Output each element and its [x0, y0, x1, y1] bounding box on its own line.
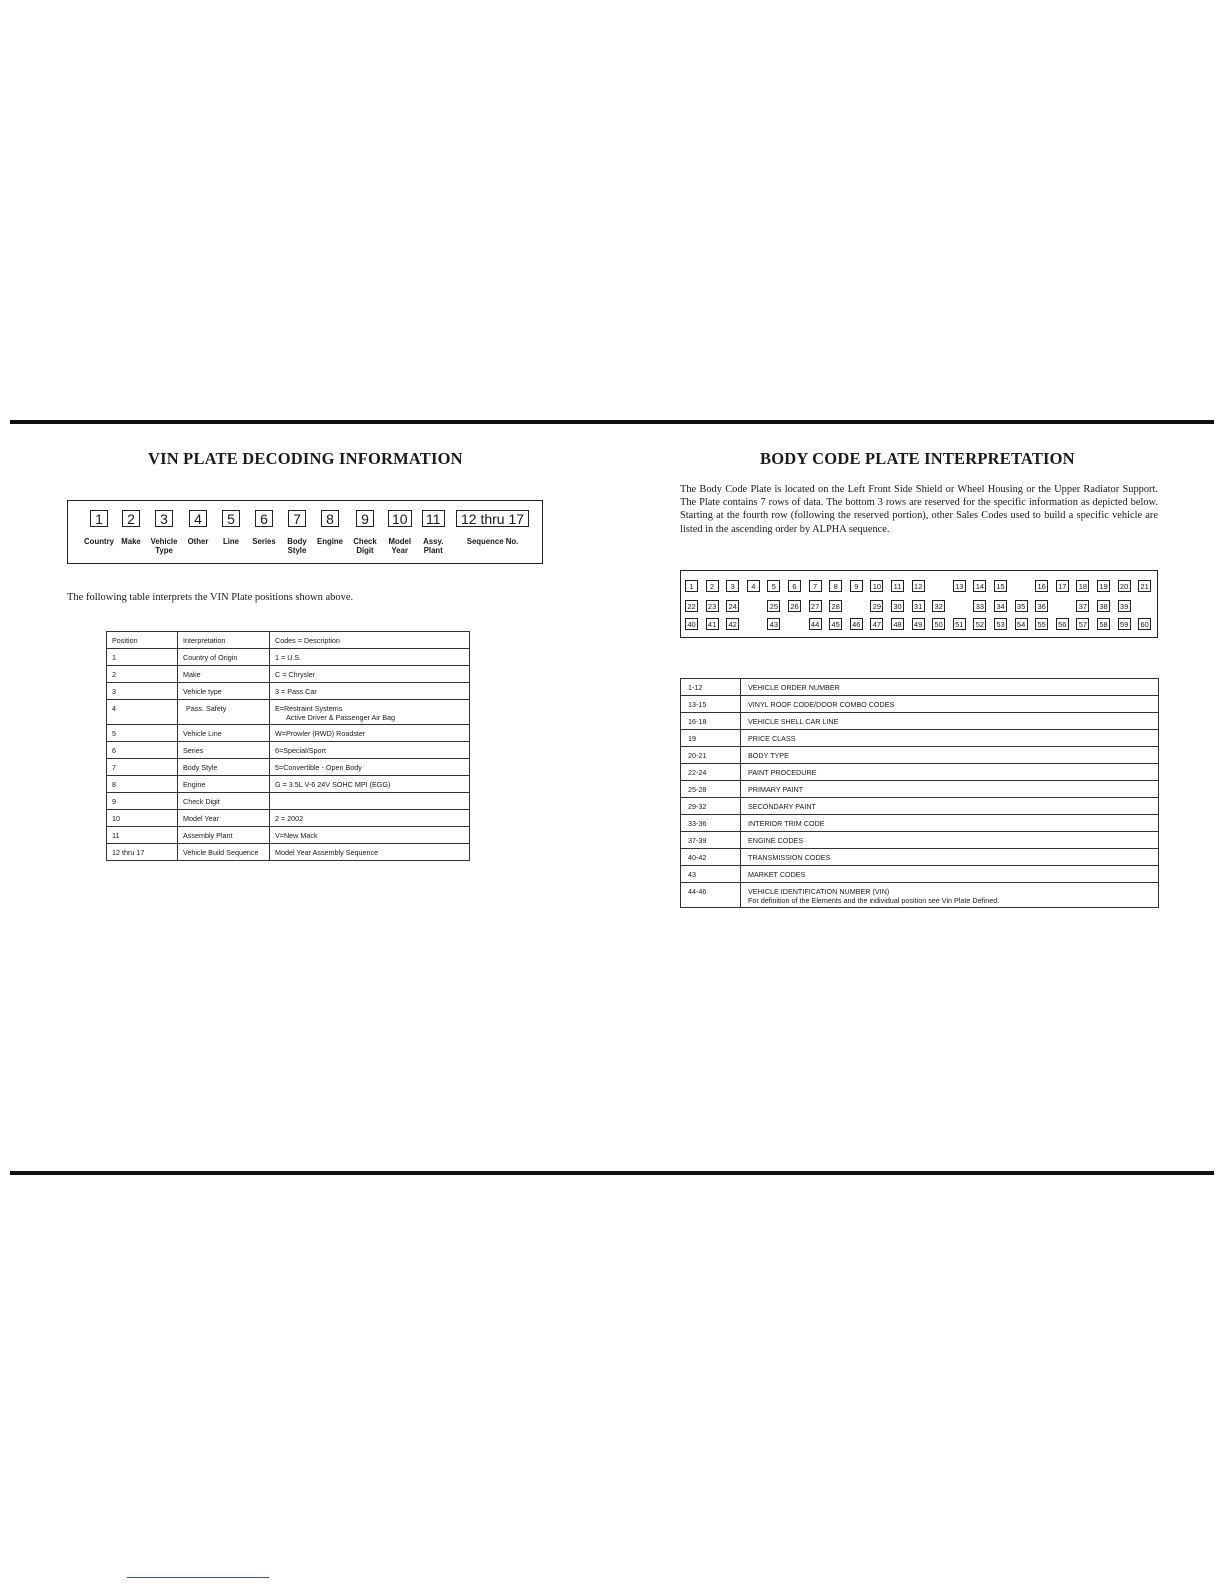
vin-position-code: 5: [222, 510, 240, 527]
vin-position-code: 1: [90, 510, 108, 527]
vin-position-code: 11: [422, 510, 445, 527]
vin-position-label: Series: [252, 537, 276, 546]
body-code-position: 53: [994, 618, 1007, 630]
table-header-cell: Interpretation: [178, 632, 270, 649]
body-code-position: 38: [1097, 600, 1110, 612]
vin-position-code: 3: [155, 510, 173, 527]
body-code-position: 60: [1138, 618, 1151, 630]
interpretation-cell: Pass. Safety: [178, 700, 270, 725]
range-cell: 43: [681, 866, 741, 883]
table-row: [681, 747, 1159, 764]
table-row: [681, 781, 1159, 798]
range-cell: 13-15: [681, 696, 741, 713]
body-code-table: [680, 678, 1159, 908]
position-cell: 4: [107, 700, 178, 725]
vin-position-code: 6: [255, 510, 273, 527]
body-code-position: 56: [1056, 618, 1069, 630]
range-cell: 40-42: [681, 849, 741, 866]
body-code-position: 49: [912, 618, 925, 630]
interpretation-cell: Make: [178, 666, 270, 683]
body-code-position: 15: [994, 580, 1007, 592]
interpretation-cell: Vehicle Line: [178, 725, 270, 742]
position-cell: 8: [107, 776, 178, 793]
body-code-position: 39: [1118, 600, 1131, 612]
description-cell: VINYL ROOF CODE/DOOR COMBO CODES: [741, 696, 1159, 713]
position-cell: 9: [107, 793, 178, 810]
interpretation-cell: Series: [178, 742, 270, 759]
body-code-position: 3: [726, 580, 739, 592]
description-line: E=Restraint Systems: [275, 704, 343, 713]
table-row: [107, 844, 470, 861]
footer-underline: [127, 1577, 269, 1578]
body-code-position: 29: [870, 600, 883, 612]
range-cell: 33-36: [681, 815, 741, 832]
body-code-position: 25: [767, 600, 780, 612]
body-code-position: 21: [1138, 580, 1151, 592]
vin-position-label: Assy. Plant: [423, 537, 444, 555]
table-row: [107, 742, 470, 759]
vin-position-code: 9: [356, 510, 374, 527]
table-row: [681, 815, 1159, 832]
vin-position-code: 2: [122, 510, 140, 527]
range-cell: 29-32: [681, 798, 741, 815]
body-code-position: 19: [1097, 580, 1110, 592]
range-cell: 20-21: [681, 747, 741, 764]
position-cell: 2: [107, 666, 178, 683]
vin-section-title: VIN PLATE DECODING INFORMATION: [148, 449, 463, 468]
description-cell: Model Year Assembly Sequence: [270, 844, 470, 861]
body-section-title: BODY CODE PLATE INTERPRETATION: [760, 449, 1075, 468]
description-cell: V=New Mack: [270, 827, 470, 844]
table-header-cell: Position: [107, 632, 178, 649]
body-code-position: 22: [685, 600, 698, 612]
description-cell: [270, 793, 470, 810]
body-code-position: 57: [1076, 618, 1089, 630]
body-code-position: 6: [788, 580, 801, 592]
description-cell: TRANSMISSION CODES: [741, 849, 1159, 866]
vin-position-code: 4: [189, 510, 207, 527]
body-code-position: 13: [953, 580, 966, 592]
description-cell: G = 3.5L V-6 24V SOHC MPI (EGG): [270, 776, 470, 793]
vin-position: [150, 510, 178, 555]
description-cell: MARKET CODES: [741, 866, 1159, 883]
vin-position-label: Body Style: [287, 537, 307, 555]
range-cell: 37-39: [681, 832, 741, 849]
table-row: [681, 713, 1159, 730]
body-code-position: 40: [685, 618, 698, 630]
table-row: [681, 679, 1159, 696]
position-cell: 10: [107, 810, 178, 827]
interpretation-cell: Vehicle type: [178, 683, 270, 700]
body-code-position: 41: [706, 618, 719, 630]
table-row: [107, 666, 470, 683]
table-row: [107, 683, 470, 700]
vin-position: [422, 510, 445, 555]
body-code-position: 47: [870, 618, 883, 630]
body-code-position: 12: [912, 580, 925, 592]
vin-position-label: Model Year: [388, 537, 412, 555]
description-cell: 5=Convertible - Open Body: [270, 759, 470, 776]
description-cell: VEHICLE SHELL CAR LINE: [741, 713, 1159, 730]
body-code-position: 7: [809, 580, 822, 592]
vin-position: [222, 510, 240, 546]
description-cell: INTERIOR TRIM CODE: [741, 815, 1159, 832]
description-cell: ENGINE CODES: [741, 832, 1159, 849]
body-code-position: 51: [953, 618, 966, 630]
description-cell: 3 = Pass Car: [270, 683, 470, 700]
interpretation-cell: Vehicle Build Sequence: [178, 844, 270, 861]
table-header-cell: Codes = Description: [270, 632, 470, 649]
vin-position: [287, 510, 307, 555]
table-row: [681, 764, 1159, 781]
body-plate-description: The Body Code Plate is located on the Left Front Side Shield or Wheel Housing or the Upper Radiator Support. The Plate contains 7 rows of data. The bottom 3 rows are reserved for the specific information as depicted below. Starting at the fourth row (following the reserved portion), other Sales Codes used to build a specific vehicle are listed in the ascending order by ALPHA sequence.: [680, 484, 1158, 535]
vin-position: [84, 510, 114, 546]
vin-position-label: Other: [187, 537, 209, 546]
vin-position-label: Sequence No.: [466, 537, 519, 546]
range-cell: 16-18: [681, 713, 741, 730]
description-cell: [270, 700, 470, 725]
table-row: [681, 798, 1159, 815]
description-line: For definition of the Elements and the individual position see Vin Plate Defined.: [748, 896, 1000, 905]
vin-position: [252, 510, 276, 546]
body-code-position: 11: [891, 580, 904, 592]
position-cell: 1: [107, 649, 178, 666]
description-cell: 1 = U.S.: [270, 649, 470, 666]
body-code-position: 44: [809, 618, 822, 630]
body-code-position: 14: [973, 580, 986, 592]
body-code-position: 1: [685, 580, 698, 592]
body-code-position: 45: [829, 618, 842, 630]
table-header-row: [107, 632, 470, 649]
body-code-position: 50: [932, 618, 945, 630]
position-cell: 6: [107, 742, 178, 759]
body-code-position: 20: [1118, 580, 1131, 592]
description-cell: W=Prowler (RWD) Roadster: [270, 725, 470, 742]
vin-position: [388, 510, 412, 555]
range-cell: 25-28: [681, 781, 741, 798]
interpretation-cell: Country of Origin: [178, 649, 270, 666]
table-row: [107, 759, 470, 776]
vin-interpretation-table: [106, 631, 470, 861]
position-cell: 3: [107, 683, 178, 700]
table-row: [681, 849, 1159, 866]
vin-position-label: Engine: [317, 537, 343, 546]
description-line: VEHICLE IDENTIFICATION NUMBER (VIN): [748, 887, 890, 896]
body-code-position: 28: [829, 600, 842, 612]
vin-position-label: Make: [121, 537, 141, 546]
table-row: [681, 730, 1159, 747]
position-cell: 7: [107, 759, 178, 776]
body-code-position: 5: [767, 580, 780, 592]
range-cell: 1-12: [681, 679, 741, 696]
vin-table-intro: The following table interprets the VIN Plate positions shown above.: [67, 592, 354, 603]
vin-position-label: Country: [84, 537, 114, 546]
description-cell: BODY TYPE: [741, 747, 1159, 764]
vin-position-code: 7: [288, 510, 306, 527]
interpretation-cell: Model Year: [178, 810, 270, 827]
position-cell: 11: [107, 827, 178, 844]
body-code-position: 2: [706, 580, 719, 592]
body-code-position: 34: [994, 600, 1007, 612]
bottom-divider: [10, 1171, 1214, 1175]
interpretation-cell: Assembly Plant: [178, 827, 270, 844]
table-row: [681, 866, 1159, 883]
description-cell: PRICE CLASS: [741, 730, 1159, 747]
table-row: [681, 883, 1159, 908]
body-code-position: 23: [706, 600, 719, 612]
body-code-position: 59: [1118, 618, 1131, 630]
description-cell: 2 = 2002: [270, 810, 470, 827]
body-code-position: 52: [973, 618, 986, 630]
body-code-plate-diagram: [680, 570, 1158, 638]
body-code-position: 42: [726, 618, 739, 630]
table-row: [681, 832, 1159, 849]
vin-position-label: Check Digit: [353, 537, 377, 555]
body-code-position: 16: [1035, 580, 1048, 592]
body-code-position: 37: [1076, 600, 1089, 612]
position-cell: 5: [107, 725, 178, 742]
table-row: [107, 776, 470, 793]
table-row: [107, 649, 470, 666]
body-code-position: 58: [1097, 618, 1110, 630]
table-row: [107, 827, 470, 844]
interpretation-cell: Body Style: [178, 759, 270, 776]
body-code-position: 9: [850, 580, 863, 592]
position-cell: 12 thru 17: [107, 844, 178, 861]
interpretation-cell: Check Digit: [178, 793, 270, 810]
body-code-position: 31: [912, 600, 925, 612]
description-cell: SECONDARY PAINT: [741, 798, 1159, 815]
vin-position-label: Line: [222, 537, 240, 546]
description-cell: [741, 883, 1159, 908]
body-code-position: 36: [1035, 600, 1048, 612]
vin-position-code: 8: [321, 510, 339, 527]
range-cell: 22-24: [681, 764, 741, 781]
body-code-position: 33: [973, 600, 986, 612]
top-divider: [10, 420, 1214, 424]
description-cell: VEHICLE ORDER NUMBER: [741, 679, 1159, 696]
body-code-position: 24: [726, 600, 739, 612]
vin-position: [317, 510, 343, 546]
body-code-position: 27: [809, 600, 822, 612]
body-code-position: 30: [891, 600, 904, 612]
body-code-position: 43: [767, 618, 780, 630]
table-row: [107, 793, 470, 810]
table-row: [107, 810, 470, 827]
body-code-position: 54: [1015, 618, 1028, 630]
vin-position-label: Vehicle Type: [150, 537, 178, 555]
body-code-position: 35: [1015, 600, 1028, 612]
vin-plate-diagram: [67, 500, 543, 564]
description-cell: 6=Special/Sport: [270, 742, 470, 759]
body-code-position: 32: [932, 600, 945, 612]
range-cell: 44-46: [681, 883, 741, 908]
vin-position: [121, 510, 141, 546]
body-code-position: 48: [891, 618, 904, 630]
body-code-position: 8: [829, 580, 842, 592]
body-code-position: 4: [747, 580, 760, 592]
table-row: [681, 696, 1159, 713]
vin-position-code: 10: [388, 510, 412, 527]
interpretation-cell: Engine: [178, 776, 270, 793]
description-line: Active Driver & Passenger Air Bag: [286, 713, 396, 722]
vin-position: [353, 510, 377, 555]
body-code-position: 55: [1035, 618, 1048, 630]
body-code-position: 26: [788, 600, 801, 612]
vin-position-code: 12 thru 17: [456, 510, 529, 527]
description-cell: PAINT PROCEDURE: [741, 764, 1159, 781]
vin-position: [456, 510, 529, 546]
body-code-position: 18: [1076, 580, 1089, 592]
range-cell: 19: [681, 730, 741, 747]
table-row: [107, 725, 470, 742]
body-code-position: 10: [870, 580, 883, 592]
table-row: [107, 700, 470, 725]
body-code-position: 17: [1056, 580, 1069, 592]
vin-position: [187, 510, 209, 546]
description-cell: C = Chrysler: [270, 666, 470, 683]
body-code-position: 46: [850, 618, 863, 630]
description-cell: PRIMARY PAINT: [741, 781, 1159, 798]
